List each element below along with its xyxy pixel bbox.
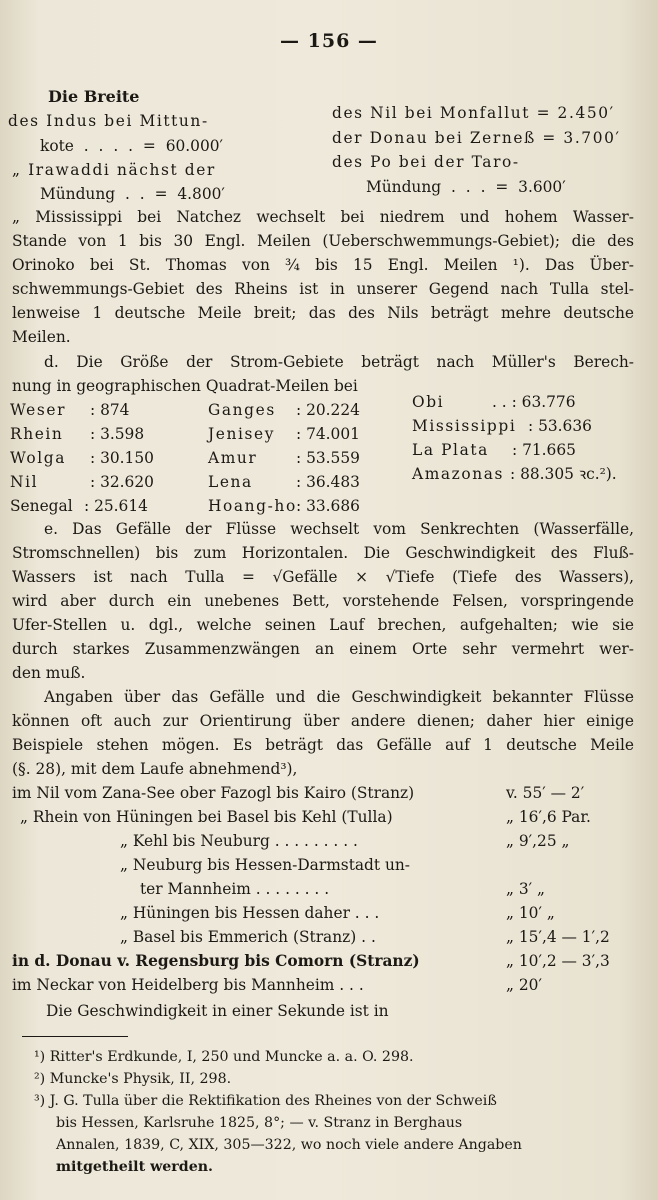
gefaelle-row-text: „ Rhein von Hüningen bei Basel bis Kehl (Tulla) (20, 808, 393, 826)
river-name: La Plata (412, 441, 489, 459)
river-area: : 74.001 (296, 425, 360, 443)
strom-intro-line: nung in geographischen Quadrat-Meilen bei (12, 377, 358, 395)
river-name: Obi (412, 393, 445, 411)
gefaelle-row-value: „ 9′,25 „ (506, 832, 570, 850)
gefaelle-row-text: „ Hüningen bis Hessen daher . . . (120, 904, 380, 922)
angaben-para-line: Angaben über das Gefälle und die Geschwindigkeit bekannter Flüsse (44, 688, 634, 706)
river-name: Senegal (10, 497, 73, 515)
river-area: : 71.665 (512, 441, 576, 459)
river-area: : 32.620 (90, 473, 154, 491)
footnote: ³) J. G. Tulla über die Rektifikation des Rheines von der Schweiß (34, 1093, 497, 1109)
angaben-para-line: können oft auch zur Orientirung über andere dienen; daher hier einige (12, 712, 634, 730)
breite-left-line: kote . . . . = 60.000′ (40, 137, 224, 155)
breite-para-line: lenweise 1 deutsche Meile breit; das des Nils beträgt mehre deutsche (12, 304, 634, 322)
gefaelle-para-line: Ufer-Stellen u. dgl., welche seinen Lauf brechen, aufgehalten; wie sie (12, 616, 634, 634)
strom-intro-line: d. Die Größe der Strom-Gebiete beträgt nach Müller's Berech- (44, 353, 634, 371)
river-area: : 20.224 (296, 401, 360, 419)
river-area: : 88.305 ꝛc.²). (510, 465, 617, 483)
breite-para-line: Orinoko bei St. Thomas von ¾ bis 15 Engl. Meilen ¹). Das Über- (12, 256, 634, 274)
breite-heading: Die Breite (48, 87, 140, 106)
gefaelle-row-value: „ 15′,4 — 1′,2 (506, 928, 610, 946)
gefaelle-closing-line: Die Geschwindigkeit in einer Sekunde ist in (46, 1002, 389, 1020)
breite-para-line: schwemmungs-Gebiet des Rheins ist in unserer Gegend nach Tulla stel- (12, 280, 634, 298)
river-name: Nil (10, 473, 39, 491)
river-name: Jenisey (208, 425, 276, 443)
breite-right-line: der Donau bei Zerneß = 3.700′ (332, 129, 621, 147)
river-area: : 30.150 (90, 449, 154, 467)
breite-para-line: „ Mississippi bei Natchez wechselt bei niedrem und hohem Wasser- (12, 208, 634, 226)
river-area: : 3.598 (90, 425, 145, 443)
gefaelle-para-line: e. Das Gefälle der Flüsse wechselt vom Senkrechten (Wasserfälle, (44, 520, 634, 538)
river-area: : 25.614 (84, 497, 148, 515)
footnote: ¹) Ritter's Erdkunde, I, 250 und Muncke a. a. O. 298. (34, 1049, 414, 1065)
river-name: Ganges (208, 401, 276, 419)
river-area: : 874 (90, 401, 130, 419)
angaben-para-line: (§. 28), mit dem Laufe abnehmend³), (12, 760, 298, 778)
gefaelle-row-text: ter Mannheim . . . . . . . . (140, 880, 330, 898)
gefaelle-row-text: „ Basel bis Emmerich (Stranz) . . (120, 928, 376, 946)
river-name: Amur (208, 449, 258, 467)
river-name: Rhein (10, 425, 64, 443)
breite-right-line: des Po bei der Taro- (332, 153, 520, 171)
gefaelle-para-line: durch starkes Zusammenzwängen an einem Orte sehr vermehrt wer- (12, 640, 634, 658)
river-area: : 53.559 (296, 449, 360, 467)
breite-left-line: des Indus bei Mittun- (8, 112, 209, 130)
gefaelle-row-value: v. 55′ — 2′ (506, 784, 585, 802)
gefaelle-row-value: „ 16′,6 Par. (506, 808, 591, 826)
river-area: . . : 63.776 (492, 393, 576, 411)
gefaelle-row-text: im Neckar von Heidelberg bis Mannheim . . . (12, 976, 364, 994)
breite-para-line: Meilen. (12, 328, 71, 346)
river-name: Lena (208, 473, 253, 491)
gefaelle-row-text: „ Kehl bis Neuburg . . . . . . . . . (120, 832, 358, 850)
breite-left-line: Mündung . . = 4.800′ (40, 185, 225, 203)
gefaelle-row-text: „ Neuburg bis Hessen-Darmstadt un- (120, 856, 411, 874)
gefaelle-row-value: „ 20′ (506, 976, 542, 994)
river-area: : 33.686 (296, 497, 360, 515)
river-name: Weser (10, 401, 67, 419)
gefaelle-para-line: Wassers ist nach Tulla = √Gefälle × √Tiefe (Tiefe des Wassers), (12, 568, 634, 586)
gefaelle-row-value: „ 10′,2 — 3′,3 (506, 952, 610, 970)
river-name: Amazonas (412, 465, 505, 483)
breite-para-line: Stande von 1 bis 30 Engl. Meilen (Ueberschwemmungs-Gebiet); die des (12, 232, 634, 250)
river-area: : 53.636 (528, 417, 592, 435)
breite-left-line: „ Irawaddi nächst der (12, 161, 216, 179)
angaben-para-line: Beispiele stehen mögen. Es beträgt das Gefälle auf 1 deutsche Meile (12, 736, 634, 754)
footnote: bis Hessen, Karlsruhe 1825, 8°; — v. Stranz in Berghaus (56, 1115, 463, 1131)
river-name: Hoang-ho (208, 497, 297, 515)
gefaelle-row-text: in d. Donau v. Regensburg bis Comorn (Stranz) (12, 952, 420, 970)
footnote: Annalen, 1839, C, XIX, 305—322, wo noch viele andere Angaben (56, 1137, 522, 1153)
river-area: : 36.483 (296, 473, 360, 491)
gefaelle-row-value: „ 3′ „ (506, 880, 546, 898)
footnote: ²) Muncke's Physik, II, 298. (34, 1071, 232, 1087)
gefaelle-row-value: „ 10′ „ (506, 904, 555, 922)
gefaelle-row-text: im Nil vom Zana-See ober Fazogl bis Kairo (Stranz) (12, 784, 415, 802)
breite-right-line: des Nil bei Monfallut = 2.450′ (332, 104, 615, 122)
gefaelle-para-line: Stromschnellen) bis zum Horizontalen. Die Geschwindigkeit des Fluß- (12, 544, 634, 562)
river-name: Wolga (10, 449, 66, 467)
footnote: mitgetheilt werden. (56, 1159, 213, 1175)
footnote-divider (22, 1036, 128, 1037)
gefaelle-para-line: den muß. (12, 664, 86, 682)
river-name: Mississippi (412, 417, 517, 435)
breite-right-line: Mündung . . . = 3.600′ (366, 178, 566, 196)
page-number: — 156 — (280, 30, 378, 52)
gefaelle-para-line: wird aber durch ein unebenes Bett, vorstehende Felsen, vorspringende (12, 592, 634, 610)
